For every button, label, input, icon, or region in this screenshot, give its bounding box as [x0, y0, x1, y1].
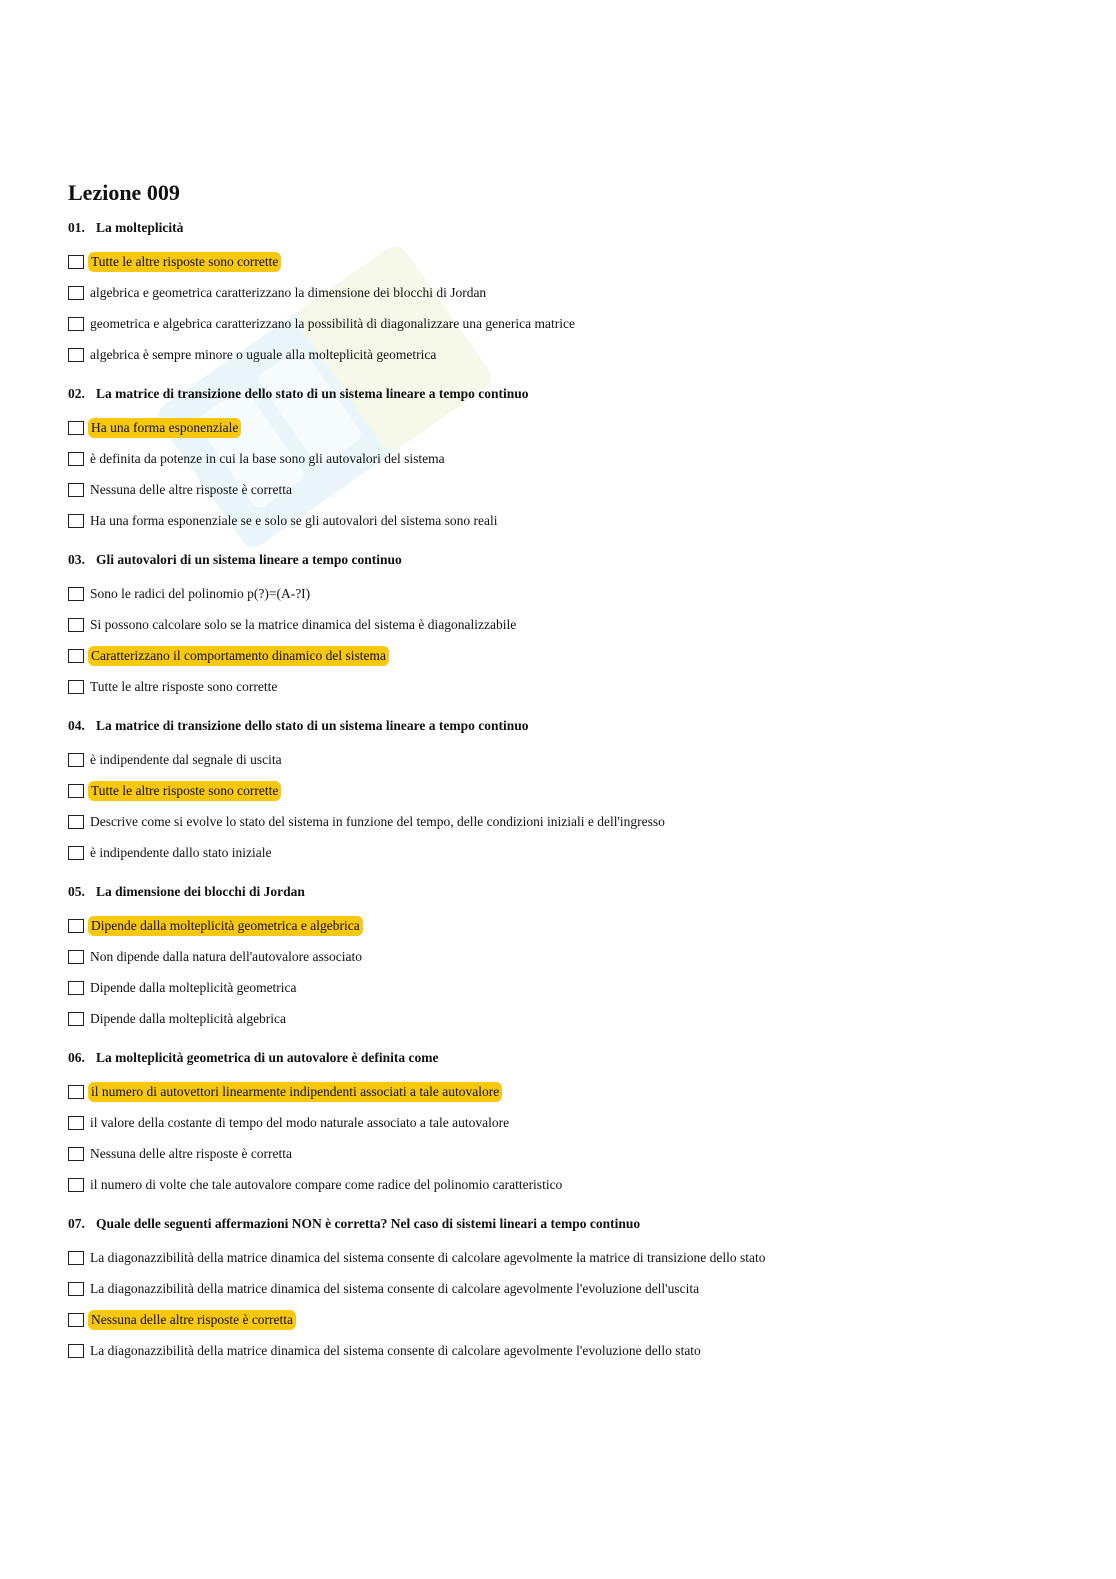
answer-text: è definita da potenze in cui la base sono gli autovalori del sistema	[90, 450, 445, 466]
answer-option[interactable]	[68, 339, 1068, 370]
answer-checkbox[interactable]	[68, 255, 84, 269]
answer-text-highlighted: Tutte le altre risposte sono corrette	[88, 781, 281, 801]
answer-option[interactable]	[68, 1304, 1068, 1335]
answer-option[interactable]	[68, 474, 1068, 505]
answer-checkbox[interactable]	[68, 1012, 84, 1026]
answer-text: La diagonazzibilità della matrice dinamica del sistema consente di calcolare agevolmente la matrice di transizione dello stato	[90, 1249, 766, 1265]
answer-checkbox[interactable]	[68, 846, 84, 860]
question-heading	[68, 716, 1068, 736]
question-text: Gli autovalori di un sistema lineare a tempo continuo	[96, 552, 402, 567]
answer-option[interactable]	[68, 308, 1068, 339]
question-number: 06.	[68, 1050, 85, 1065]
answer-text: Dipende dalla molteplicità geometrica	[90, 979, 297, 995]
answer-option[interactable]	[68, 1335, 1068, 1366]
question-text: La molteplicità geometrica di un autovalore è definita come	[96, 1050, 439, 1065]
answer-checkbox[interactable]	[68, 919, 84, 933]
answer-option[interactable]	[68, 1003, 1068, 1034]
answer-checkbox[interactable]	[68, 1344, 84, 1358]
answer-text: Tutte le altre risposte sono corrette	[90, 678, 278, 694]
answer-text-highlighted: Ha una forma esponenziale	[88, 418, 241, 438]
question-block	[68, 1214, 1068, 1366]
answer-option[interactable]	[68, 671, 1068, 702]
question-heading	[68, 384, 1068, 404]
question-text: La molteplicità	[96, 220, 184, 235]
answer-text: algebrica è sempre minore o uguale alla molteplicità geometrica	[90, 346, 437, 362]
answer-checkbox[interactable]	[68, 483, 84, 497]
answer-checkbox[interactable]	[68, 753, 84, 767]
question-text: La matrice di transizione dello stato di un sistema lineare a tempo continuo	[96, 718, 529, 733]
answer-option[interactable]	[68, 640, 1068, 671]
answer-text: Si possono calcolare solo se la matrice dinamica del sistema è diagonalizzabile	[90, 616, 517, 632]
answer-checkbox[interactable]	[68, 815, 84, 829]
answer-checkbox[interactable]	[68, 1116, 84, 1130]
question-number: 07.	[68, 1216, 85, 1231]
answer-option[interactable]	[68, 443, 1068, 474]
answer-option[interactable]	[68, 1273, 1068, 1304]
answer-text: è indipendente dallo stato iniziale	[90, 844, 272, 860]
answer-option[interactable]	[68, 412, 1068, 443]
answer-text: è indipendente dal segnale di uscita	[90, 751, 282, 767]
answer-checkbox[interactable]	[68, 421, 84, 435]
question-number: 02.	[68, 386, 85, 401]
answer-checkbox[interactable]	[68, 649, 84, 663]
answer-option[interactable]	[68, 837, 1068, 868]
question-number: 03.	[68, 552, 85, 567]
question-list	[68, 218, 1068, 1366]
answer-checkbox[interactable]	[68, 1085, 84, 1099]
answer-option[interactable]	[68, 505, 1068, 536]
answer-option[interactable]	[68, 277, 1068, 308]
answer-text: Ha una forma esponenziale se e solo se gli autovalori del sistema sono reali	[90, 512, 498, 528]
answer-text-highlighted: Nessuna delle altre risposte è corretta	[88, 1310, 296, 1330]
answer-option[interactable]	[68, 246, 1068, 277]
answer-option[interactable]	[68, 1107, 1068, 1138]
answer-text: algebrica e geometrica caratterizzano la dimensione dei blocchi di Jordan	[90, 284, 487, 300]
question-heading	[68, 1048, 1068, 1068]
answer-text: Descrive come si evolve lo stato del sistema in funzione del tempo, delle condizioni iniziali e dell'ingresso	[90, 813, 665, 829]
answer-option[interactable]	[68, 1076, 1068, 1107]
question-heading	[68, 550, 1068, 570]
question-text: Quale delle seguenti affermazioni NON è corretta? Nel caso di sistemi lineari a tempo continuo	[96, 1216, 641, 1231]
question-heading	[68, 218, 1068, 238]
question-heading	[68, 1214, 1068, 1234]
answer-text: Nessuna delle altre risposte è corretta	[90, 1145, 293, 1161]
answer-option[interactable]	[68, 609, 1068, 640]
answer-checkbox[interactable]	[68, 1178, 84, 1192]
question-block	[68, 882, 1068, 1034]
answer-checkbox[interactable]	[68, 784, 84, 798]
question-block	[68, 384, 1068, 536]
question-block	[68, 550, 1068, 702]
answer-checkbox[interactable]	[68, 1313, 84, 1327]
question-number: 01.	[68, 220, 85, 235]
lesson-title: Lezione 009	[68, 180, 180, 205]
answer-checkbox[interactable]	[68, 950, 84, 964]
answer-checkbox[interactable]	[68, 286, 84, 300]
answer-text: Nessuna delle altre risposte è corretta	[90, 481, 293, 497]
question-text: La matrice di transizione dello stato di un sistema lineare a tempo continuo	[96, 386, 529, 401]
answer-checkbox[interactable]	[68, 587, 84, 601]
answer-checkbox[interactable]	[68, 514, 84, 528]
answer-checkbox[interactable]	[68, 1251, 84, 1265]
answer-option[interactable]	[68, 578, 1068, 609]
answer-option[interactable]	[68, 1169, 1068, 1200]
question-number: 05.	[68, 884, 85, 899]
answer-text-highlighted: il numero di autovettori linearmente indipendenti associati a tale autovalore	[88, 1082, 502, 1102]
question-text: La dimensione dei blocchi di Jordan	[96, 884, 305, 899]
answer-option[interactable]	[68, 972, 1068, 1003]
answer-checkbox[interactable]	[68, 981, 84, 995]
answer-text: geometrica e algebrica caratterizzano la possibilità di diagonalizzare una generica matrice	[90, 315, 575, 331]
answer-text-highlighted: Tutte le altre risposte sono corrette	[88, 252, 281, 272]
answer-option[interactable]	[68, 1138, 1068, 1169]
answer-text: La diagonazzibilità della matrice dinamica del sistema consente di calcolare agevolmente l'evoluzione dell'uscita	[90, 1280, 700, 1296]
answer-checkbox[interactable]	[68, 1147, 84, 1161]
answer-text: il valore della costante di tempo del modo naturale associato a tale autovalore	[90, 1114, 510, 1130]
answer-option[interactable]	[68, 806, 1068, 837]
page-content	[68, 178, 1068, 1380]
question-number: 04.	[68, 718, 85, 733]
answer-checkbox[interactable]	[68, 348, 84, 362]
answer-text: Sono le radici del polinomio p(?)=(A-?I)	[90, 585, 311, 601]
answer-checkbox[interactable]	[68, 452, 84, 466]
question-block	[68, 716, 1068, 868]
answer-option[interactable]	[68, 910, 1068, 941]
answer-text-highlighted: Dipende dalla molteplicità geometrica e algebrica	[88, 916, 363, 936]
answer-text: Dipende dalla molteplicità algebrica	[90, 1010, 287, 1026]
answer-checkbox[interactable]	[68, 618, 84, 632]
question-block	[68, 218, 1068, 370]
answer-text: il numero di volte che tale autovalore compare come radice del polinomio caratteristico	[90, 1176, 563, 1192]
answer-option[interactable]	[68, 775, 1068, 806]
answer-option[interactable]	[68, 744, 1068, 775]
answer-text-highlighted: Caratterizzano il comportamento dinamico del sistema	[88, 646, 389, 666]
answer-checkbox[interactable]	[68, 680, 84, 694]
question-block	[68, 1048, 1068, 1200]
answer-option[interactable]	[68, 941, 1068, 972]
answer-checkbox[interactable]	[68, 1282, 84, 1296]
answer-text: La diagonazzibilità della matrice dinamica del sistema consente di calcolare agevolmente l'evoluzione dello stato	[90, 1342, 701, 1358]
question-heading	[68, 882, 1068, 902]
answer-checkbox[interactable]	[68, 317, 84, 331]
answer-option[interactable]	[68, 1242, 1068, 1273]
answer-text: Non dipende dalla natura dell'autovalore associato	[90, 948, 362, 964]
